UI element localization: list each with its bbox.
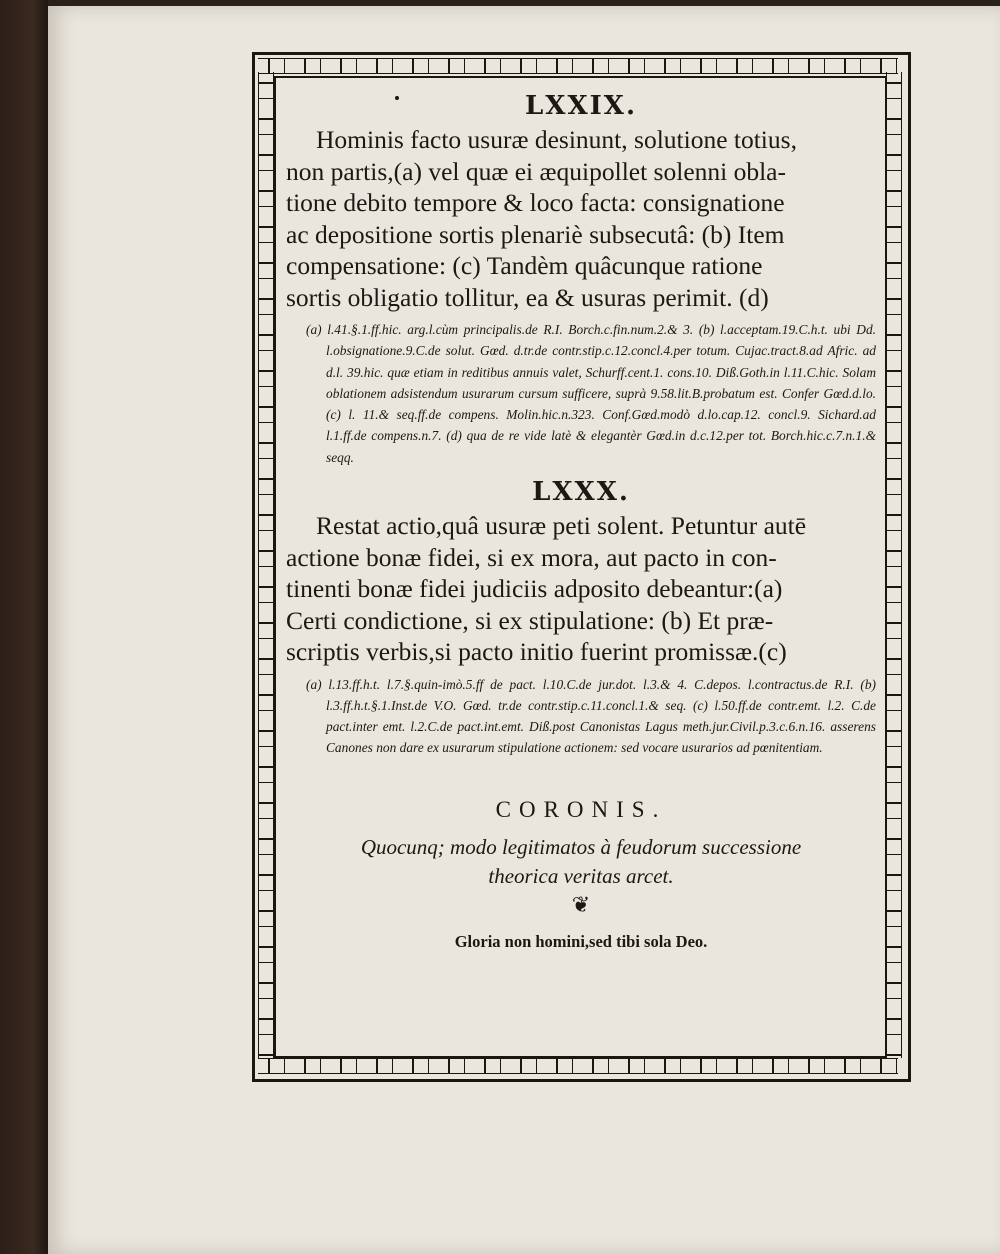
- text-line: actione bonæ fidei, si ex mora, aut pacto in con-: [286, 542, 777, 572]
- section-80-footnotes: (a) l.13.ff.h.t. l.7.§.quin-imò.5.ff de pact. l.10.C.de jur.dot. l.3.& 4. C.depos. l.contractus.de R.I. (b) l.3.ff.h.t.§.1.Inst.de V.O. Gœd. tr.de contr.stip.c.11.concl.1.& seq. (c) l.50.ff.de contr.emt. l.2. C.de pact.inter emt. l.2.C.de pact.int.emt. Diß.post Canonistas Lagus meth.jur.Civil.p.3.c.6.n.16. asserens Canones non dare ex usurarum stipulatione actionem: sed vocare usurarios ad pœnitentiam.: [306, 676, 876, 756]
- text-line: Certi condictione, si ex stipulatione: (b) Et præ-: [286, 605, 774, 635]
- text-line: non partis,(a) vel quæ ei æquipollet solenni obla-: [286, 156, 786, 186]
- page-content: [286, 88, 876, 952]
- thesis-line: theorica veritas arcet.: [488, 863, 674, 888]
- text-line: ac depositione sortis plenariè subsecutâ: (b) Item: [286, 219, 785, 249]
- section-80-text: [286, 510, 876, 668]
- ornamental-border-bottom: [258, 1058, 898, 1074]
- section-79-text: [286, 124, 876, 313]
- thesis-line: Quocunq; modo legitimatos à feudorum successione: [360, 834, 802, 859]
- book-spine-edge: [0, 0, 48, 1254]
- ornamental-border-top: [258, 58, 898, 74]
- text-line: Restat actio,quâ usuræ peti solent. Petuntur autē: [316, 511, 807, 541]
- section-number-79: LXXIX.: [524, 91, 637, 121]
- ornamental-border-left: [258, 72, 274, 1058]
- section-79-footnotes: (a) l.41.§.1.ff.hic. arg.l.cùm principalis.de R.I. Borch.c.fin.num.2.& 3. (b) l.acceptam.19.C.h.t. ubi Dd. l.obsignatione.9.C.de solut. Gœd. d.tr.de contr.stip.c.12.concl.4.per totum. Cujac.tract.8.ad Afric. ad d.l. 39.hic. quæ etiam in reditibus annuis valet, Schurff.cent.1. cons.10. Diß.Goth.in l.11.C.hic. Solam oblationem adsistendum usurarum cursum sufficere, suprà 9.58.lit.B.probatum est. Confer Gœd.d.lo. (c) l. 11.& seq.ff.de compens. Molin.hic.n.323. Conf.Gœd.modò d.lo.cap.12. concl.9. Sichard.ad l.1.ff.de compens.n.7. (d) qua de re vide latè & elegantèr Gœd.in d.c.12.per tot. Borch.hic.c.7.n.1.& seqq.: [306, 322, 876, 465]
- closing-motto: Gloria non homini,sed tibi sola Deo.: [454, 931, 708, 951]
- fleuron-ornament-icon: ❦: [571, 892, 591, 918]
- text-line: tinenti bonæ fidei judiciis adposito debeantur:(a): [286, 574, 783, 604]
- section-number-80: LXXX.: [532, 477, 630, 508]
- text-line: compensatione: (c) Tandèm quâcunque ratione: [286, 251, 763, 280]
- text-line: Hominis facto usuræ desinunt, solutione totius,: [316, 125, 797, 154]
- text-line: tione debito tempore & loco facta: consignatione: [286, 188, 785, 217]
- text-line: scriptis verbis,si pacto initio fuerint promissæ.(c): [286, 637, 787, 667]
- coronis-thesis: [286, 833, 876, 891]
- ornamental-border-right: [886, 72, 902, 1058]
- coronis-heading: CORONIS.: [495, 796, 667, 822]
- text-line: sortis obligatio tollitur, ea & usuras perimit. (d): [286, 282, 769, 312]
